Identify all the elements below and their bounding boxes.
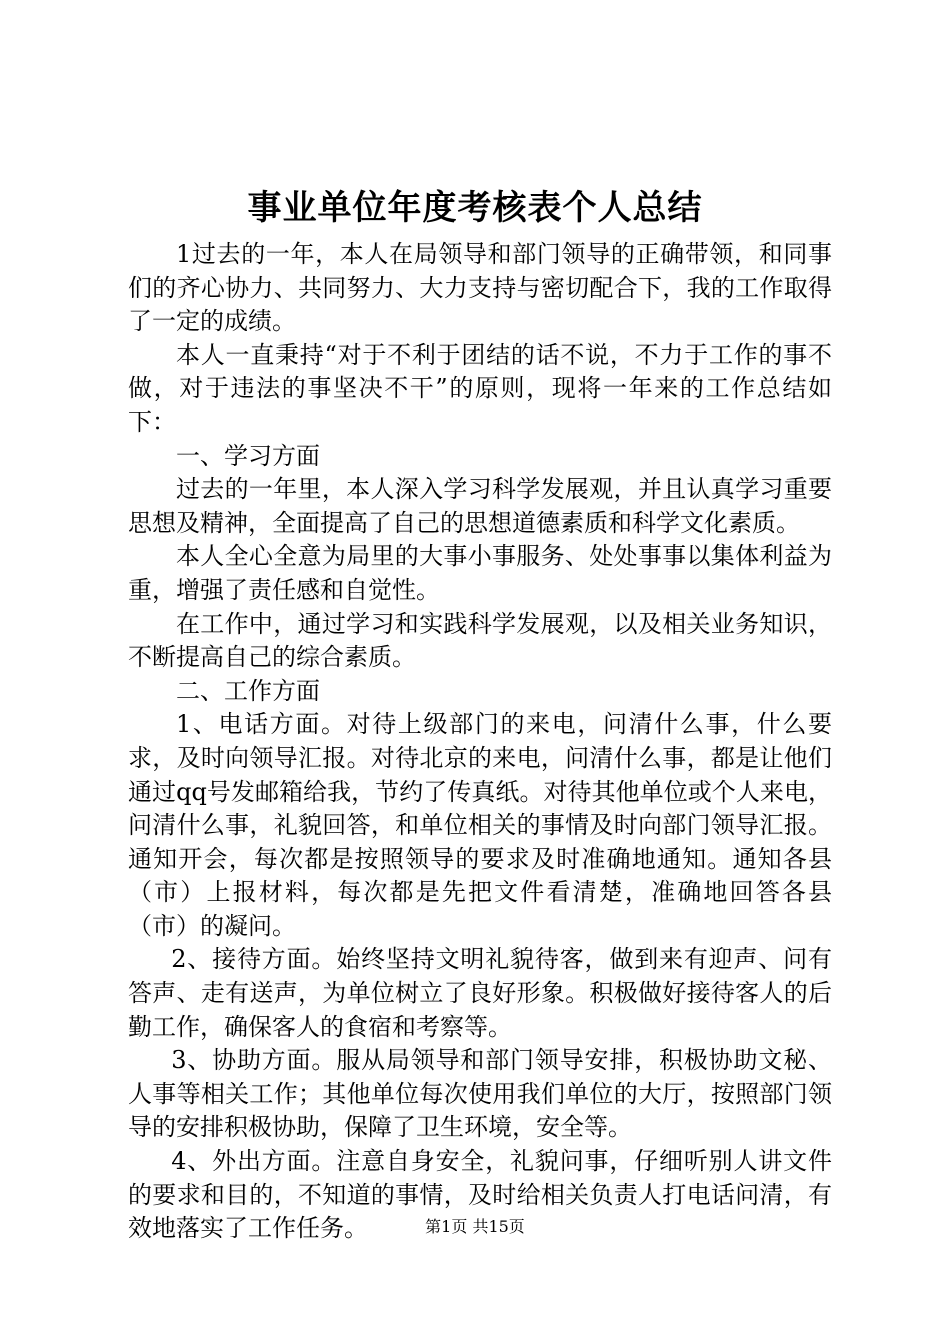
page-footer: 第1页 共15页 [425, 1217, 525, 1236]
section-heading-study: 一、学习方面 [176, 441, 320, 470]
document-body [128, 238, 832, 1246]
paragraph-intro: 1过去的一年，本人在局领导和部门领导的正确带领，和同事们的齐心协力、共同努力、大力支持与密切配合下，我的工作取得了一定的成绩。 [128, 240, 832, 336]
paragraph-principle: 本人一直秉持“对于不利于团结的话不说，不力于工作的事不做，对于违法的事坚决不干”的原则，现将一年来的工作总结如下： [128, 340, 832, 436]
paragraph-study-3: 在工作中，通过学习和实践科学发展观，以及相关业务知识，不断提高自己的综合素质。 [128, 609, 832, 672]
paragraph-study-1: 过去的一年里，本人深入学习科学发展观，并且认真学习重要思想及精神，全面提高了自己的思想道德素质和科学文化素质。 [128, 475, 832, 537]
section-heading-work: 二、工作方面 [176, 676, 320, 705]
paragraph-work-phone: 1、电话方面。对待上级部门的来电，问清什么事，什么要求，及时向领导汇报。对待北京的来电，问清什么事，都是让他们通过qq号发邮箱给我，节约了传真纸。对待其他单位或个人来电，问清什么事，礼貌回答，和单位相关的事情及时向部门领导汇报。通知开会，每次都是按照领导的要求及时准确地通知。通知各县（市）上报材料，每次都是先把文件看清楚，准确地回答各县（市）的凝问。 [128, 710, 832, 940]
paragraph-work-assist: 3、协助方面。服从局领导和部门领导安排，积极协助文秘、人事等相关工作；其他单位每次使用我们单位的大厅，按照部门领导的安排积极协助，保障了卫生环境，安全等。 [128, 1046, 832, 1142]
paragraph-work-outside: 4、外出方面。注意自身安全，礼貌问事，仔细听别人讲文件的要求和目的，不知道的事情，及时给相关负责人打电话问清，有效地落实了工作任务。 [128, 1147, 832, 1243]
document-title: 事业单位年度考核表个人总结 [247, 188, 703, 228]
paragraph-study-2: 本人全心全意为局里的大事小事服务、处处事事以集体利益为重，增强了责任感和自觉性。 [128, 542, 832, 604]
paragraph-work-reception: 2、接待方面。始终坚持文明礼貌待客，做到来有迎声、问有答声、走有送声，为单位树立了良好形象。积极做好接待客人的后勤工作，确保客人的食宿和考察等。 [128, 945, 832, 1041]
